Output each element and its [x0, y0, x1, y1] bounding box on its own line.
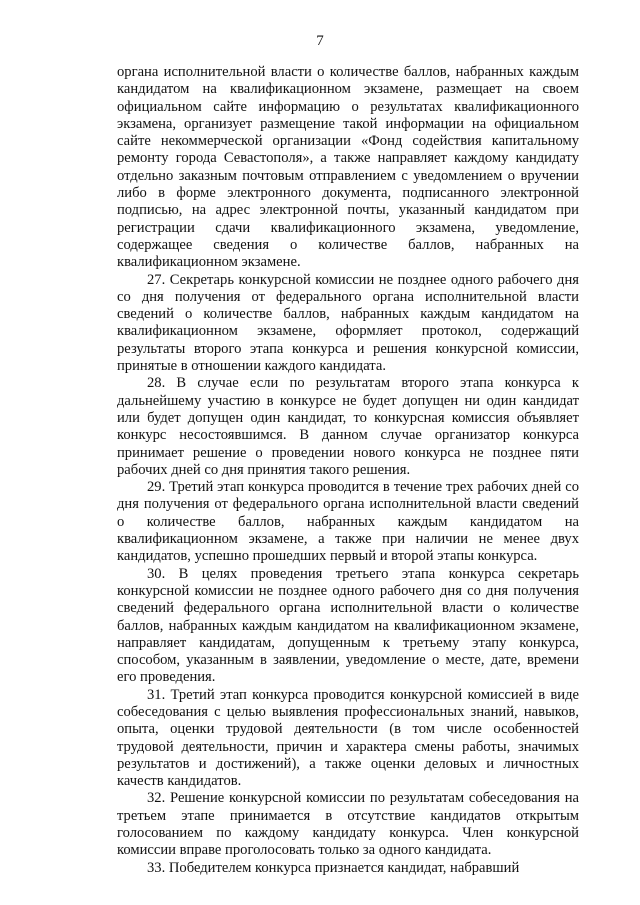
paragraph-32: 32. Решение конкурсной комиссии по результатам собеседования на третьем этапе принимается в отсутствие кандидатов открытым голосованием по каждому кандидату конкурса. Член конкурсной комиссии вправе проголосовать только за одного кандидата.	[117, 790, 579, 859]
paragraph-29: 29. Третий этап конкурса проводится в течение трех рабочих дней со дня получения от федерального органа исполнительной власти сведений о количестве баллов, набранных каждым кандидатом на квалификационном экзамене, а также при наличии не менее двух кандидатов, успешно прошедших первый и второй этапы конкурса.	[117, 479, 579, 565]
page-number: 7	[316, 33, 324, 49]
paragraph-31: 31. Третий этап конкурса проводится конкурсной комиссией в виде собеседования с целью выявления профессиональных знаний, навыков, опыта, оценки трудовой деятельности (в том числе особенностей трудовой деятельности, причин и характера смены работы, значимых результатов и достижений), а также оценки деловых и личностных качеств кандидатов.	[117, 686, 579, 790]
paragraph-30: 30. В целях проведения третьего этапа конкурса секретарь конкурсной комиссии не позднее одного рабочего дня со дня получения сведений федерального органа исполнительной власти о количестве баллов, набранных каждым кандидатом на квалификационном экзамене, направляет кандидатам, допущенным к третьему этапу конкурса, способом, указанным в заявлении, уведомление о месте, дате, времени его проведения.	[117, 565, 579, 686]
document-body	[117, 64, 579, 877]
paragraph-26-continuation: органа исполнительной власти о количестве баллов, набранных каждым кандидатом на квалификационном экзамене, размещает на своем официальном сайте информацию о результатах квалификационного экзамена, организует размещение такой информации на официальном сайте некоммерческой организации «Фонд содействия капитальному ремонту города Севастополя», а также направляет каждому кандидату отдельно заказным почтовым отправлением с уведомлением о вручении либо в форме электронного документа, подписанного электронной подписью, на адрес электронной почты, указанный кандидатом при регистрации сдачи квалификационного экзамена, уведомление, содержащее сведения о количестве баллов, набранных на квалификационном экзамене.	[117, 64, 579, 271]
paragraph-33-start: 33. Победителем конкурса признается кандидат, набравший	[147, 859, 520, 876]
paragraph-27: 27. Секретарь конкурсной комиссии не позднее одного рабочего дня со дня получения от федерального органа исполнительной власти сведений о количестве баллов, набранных каждым кандидатом на квалификационном экзамене, оформляет протокол, содержащий результаты второго этапа конкурса и решения конкурсной комиссии, принятые в отношении каждого кандидата.	[117, 271, 579, 375]
paragraph-28: 28. В случае если по результатам второго этапа конкурса к дальнейшему участию в конкурсе не будет допущен ни один кандидат или будет допущен один кандидат, то конкурсная комиссия объявляет конкурс несостоявшимся. В данном случае организатор конкурса принимает решение о проведении нового конкурса не позднее пяти рабочих дней со дня принятия такого решения.	[117, 375, 579, 478]
